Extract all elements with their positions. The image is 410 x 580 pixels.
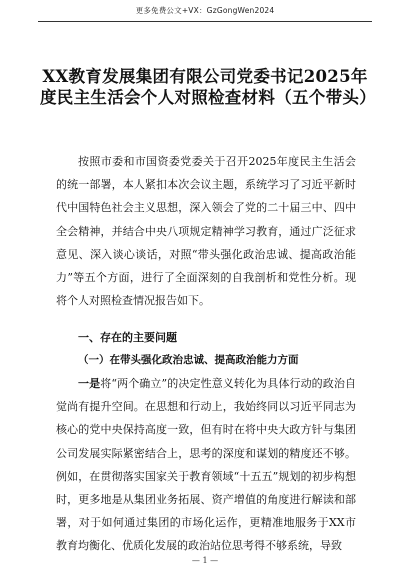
problem-paragraph [56, 372, 356, 558]
document-title: XX教育发展集团有限公司党委书记2025年度民主生活会个人对照检查材料（五个带头） [40, 67, 376, 107]
paragraph-lead: 一是 [78, 377, 101, 390]
page-number: — 1 — [191, 556, 219, 565]
intro-paragraph: 按照市委和市国资委党委关于召开2025年度民主生活会的统一部署，本人紧扣本次会议主题，系统学习了习近平新时代中国特色社会主义思想，深入领会了党的二十届三中、四中全会精神，并结合中央八项规定精神学习教育，通过广泛征求意见、深入谈心谈话，对照“带头强化政治忠诚、提高政治能力”等五个方面，进行了全面深刻的自我剖析和党性分析。现将个人对照检查情况报告如下。 [56, 155, 356, 308]
header-divider [38, 21, 372, 22]
header-note: 更多免费公文+VX：GzGongWen2024 [135, 6, 275, 15]
subsection-heading: （一）在带头强化政治忠诚、提高政治能力方面 [78, 354, 299, 366]
section-heading: 一、存在的主要问题 [78, 331, 177, 344]
paragraph-body: 将“两个确立”的决定性意义转化为具体行动的政治自觉尚有提升空间。在思想和行动上，我始终同以习近平同志为核心的党中央保持高度一致，但有时在将中央大政方针与集团公司发展实际紧密结合上，思考的深度和谋划的精度还不够。例如，在贯彻落实国家关于教育领域“十五五”规划的初步构想时，更多地是从集团业务拓展、资产增值的角度进行解读和部署，对于如何通过集团的市场化运作，更精准地服务于XX市教育均衡化、优质化发展的政治站位思考得不够系统，导致 [56, 377, 357, 553]
